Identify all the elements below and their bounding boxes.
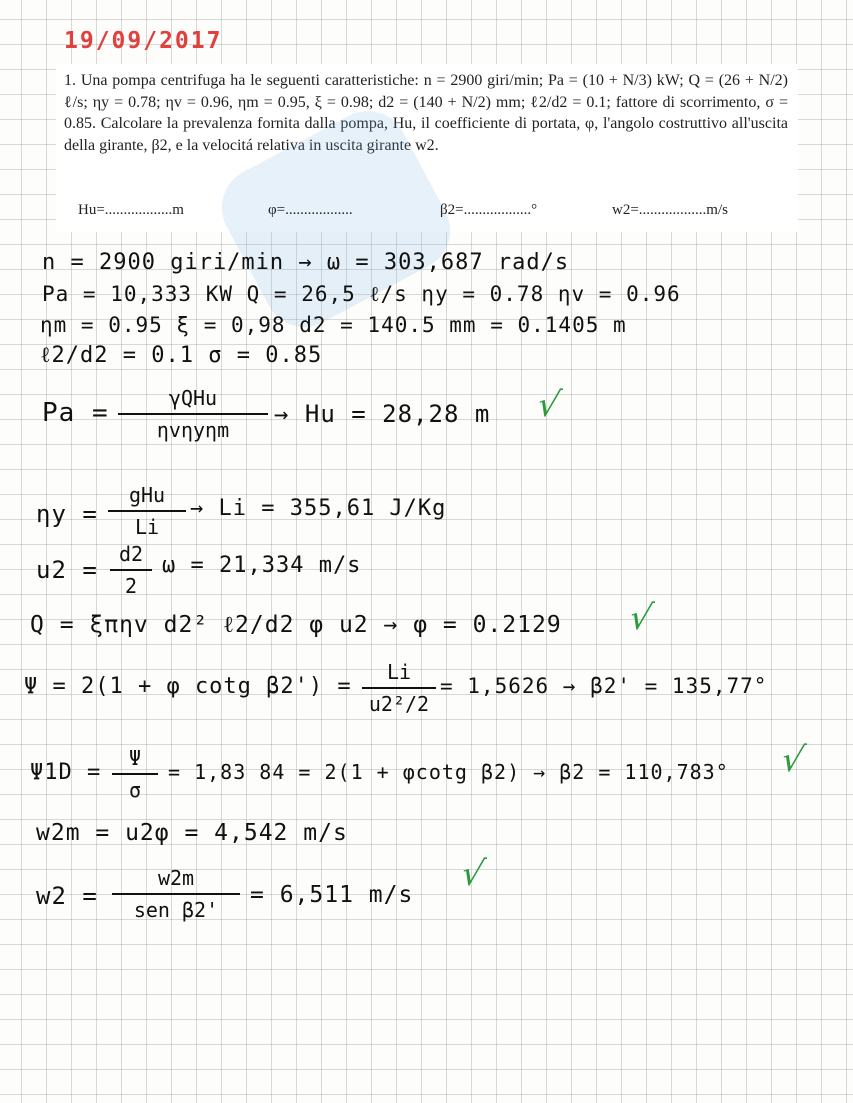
problem-statement — [56, 64, 798, 232]
w2-lhs: w2 = — [36, 882, 98, 910]
w2-fraction-bar — [112, 893, 240, 895]
answer-w2: w2=..................m/s — [612, 202, 728, 218]
answer-phi: φ=.................. — [268, 202, 353, 218]
w2-fraction — [112, 866, 240, 922]
given-line-3: ηm = 0.95 ξ = 0,98 d2 = 140.5 mm = 0.1405 m — [40, 313, 627, 337]
psiid-result: = 1,83 84 = 2(1 + φcotg β2) → β2 = 110,783° — [168, 760, 729, 784]
problem-text: 1. Una pompa centrifuga ha le seguenti caratteristiche: n = 2900 giri/min; Pa = (10 + N/3) kW; Q = (26 + N/2) ℓ/s; ηy = 0.78; ηv = 0.96, ηm = 0.95, ξ = 0.98; d2 = (140 + N/2) mm; ℓ2/d2 = 0.1; fattore di scorrimento, σ = 0.85. Calcolare la prevalenza fornita dalla pompa, Hu, il coefficiente di portata, φ, l'angolo costruttivo all'uscita della girante, β2, e la velocitá relativa in uscita girante w2. — [64, 72, 788, 154]
given-line-2: Pa = 10,333 KW Q = 26,5 ℓ/s ηy = 0.78 ηv = 0.96 — [42, 282, 681, 306]
answer-hu: Hu=..................m — [78, 202, 184, 218]
psi-numerator: Li — [386, 660, 412, 684]
psi-lhs: Ψ = 2(1 + φ cotg β2') = — [24, 674, 352, 699]
w2m-equation: w2m = u2φ = 4,542 m/s — [36, 820, 348, 846]
u2-fraction-bar — [110, 569, 152, 571]
psiid-fraction-bar — [112, 773, 158, 775]
u2-numerator: d2 — [118, 542, 144, 566]
psi-denominator: u2²/2 — [368, 692, 430, 716]
ny-lhs: ηy = — [36, 500, 98, 528]
given-line-4: ℓ2/d2 = 0.1 σ = 0.85 — [40, 343, 323, 368]
answer-beta2: β2=..................° — [440, 202, 538, 218]
w2-denominator: sen β2' — [133, 898, 219, 922]
w2-result: = 6,511 m/s — [250, 882, 414, 908]
u2-fraction — [110, 542, 152, 598]
pa-fraction — [118, 386, 268, 442]
psiid-lhs: Ψ1D = — [30, 760, 102, 785]
check-mark-w2: √ — [457, 854, 488, 894]
ny-fraction — [108, 483, 186, 539]
psiid-denominator: σ — [128, 778, 142, 802]
pa-lhs: Pa = — [42, 398, 109, 428]
ny-numerator: gHu — [128, 483, 166, 507]
w2-numerator: w2m — [157, 866, 195, 890]
ny-denominator: Li — [134, 515, 160, 539]
pa-fraction-bar — [118, 413, 268, 415]
check-mark-hu: √ — [533, 385, 564, 425]
u2-denominator: 2 — [124, 574, 138, 598]
given-line-1: n = 2900 giri/min → ω = 303,687 rad/s — [42, 250, 570, 275]
pa-denominator: ηvηyηm — [156, 418, 230, 442]
pa-result: → Hu = 28,28 m — [274, 400, 491, 428]
check-mark-phi: √ — [625, 598, 656, 638]
date-heading: 19/09/2017 — [64, 28, 223, 54]
q-equation: Q = ξπηv d2² ℓ2/d2 φ u2 → φ = 0.2129 — [30, 612, 562, 638]
psiid-fraction — [112, 746, 158, 802]
psi-fraction — [362, 660, 436, 716]
psi-fraction-bar — [362, 687, 436, 689]
psiid-numerator: Ψ — [128, 746, 142, 770]
u2-result: ω = 21,334 m/s — [162, 553, 362, 578]
check-mark-beta2: √ — [777, 740, 808, 780]
pa-numerator: γQHu — [168, 386, 218, 410]
u2-lhs: u2 = — [36, 556, 98, 584]
ny-result: → Li = 355,61 J/Kg — [190, 496, 447, 521]
ny-fraction-bar — [108, 510, 186, 512]
psi-result: = 1,5626 → β2' = 135,77° — [440, 674, 768, 698]
